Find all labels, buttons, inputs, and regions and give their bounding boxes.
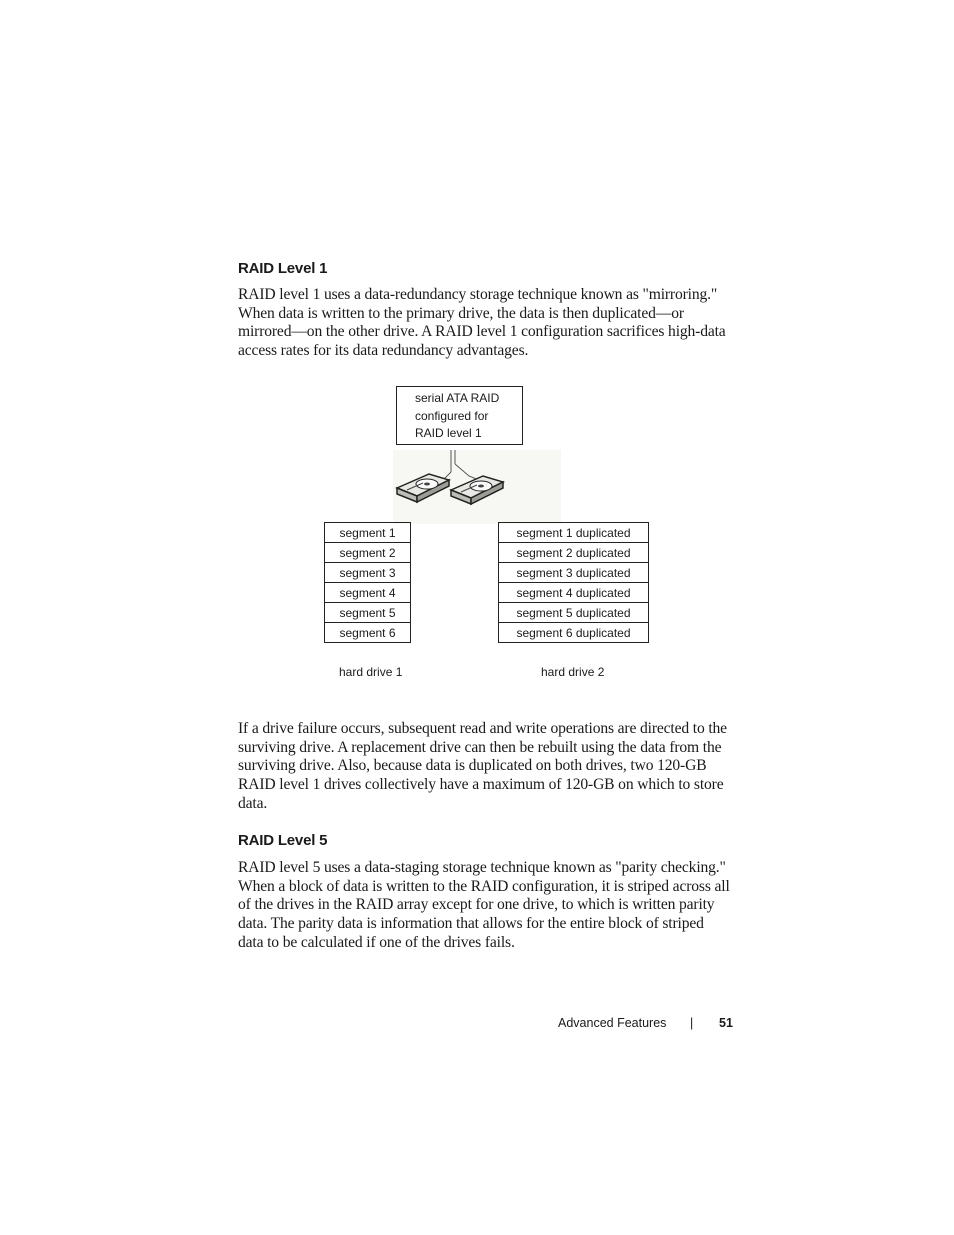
hard-drives-illustration [393,450,561,524]
text-line: RAID level 1 uses a data-redundancy storage technique known as "mirroring." [238,286,718,303]
raid1-intro-paragraph [238,286,738,361]
text-line: When a block of data is written to the RAID configuration, it is striped across all [238,877,730,895]
segment-cell: segment 5 duplicated [499,603,649,623]
raid1-failure-paragraph [238,720,738,814]
text-line: data. [238,794,268,812]
segment-cell: segment 1 duplicated [499,523,649,543]
text-line: access rates for its data redundancy advantages. [238,342,529,360]
hard-drive-2-label: hard drive 2 [541,665,605,679]
raid-controller-box [396,386,523,445]
raid5-intro-paragraph [238,859,738,953]
page-number: 51 [719,1016,733,1030]
text-line: RAID level 1 drives collectively have a maximum of 120-GB on which to store [238,776,724,794]
text-line: data to be calculated if one of the drives fails. [238,933,515,951]
controller-label-line: serial ATA RAID [415,391,500,405]
footer-chapter-title: Advanced Features [558,1016,667,1030]
hard-drive-2-segments [498,522,649,643]
text-line: of the drives in the RAID array except for one drive, to which is written parity [238,896,715,914]
segment-cell: segment 6 [325,623,411,643]
segment-cell: segment 5 [325,603,411,623]
segment-cell: segment 3 [325,563,411,583]
segment-cell: segment 4 duplicated [499,583,649,603]
hard-drive-1-segments [324,522,411,643]
text-line: surviving drive. Also, because data is duplicated on both drives, two 120-GB [238,757,707,775]
segment-cell: segment 3 duplicated [499,563,649,583]
text-line: data. The parity data is information that allows for the entire block of striped [238,915,704,933]
footer-separator: | [690,1016,694,1030]
controller-label-line: configured for [415,408,489,423]
segment-cell: segment 2 [325,543,411,563]
text-line: mirrored—on the other drive. A RAID level 1 configuration sacrifices high-data [238,323,726,341]
text-line: RAID level 5 uses a data-staging storage technique known as "parity checking." [238,859,726,876]
text-line: surviving drive. A replacement drive can then be rebuilt using the data from the [238,738,722,756]
segment-cell: segment 4 [325,583,411,603]
segment-cell: segment 6 duplicated [499,623,649,643]
hard-drive-1-label: hard drive 1 [339,665,403,679]
segment-cell: segment 1 [325,523,411,543]
text-line: When data is written to the primary drive, the data is then duplicated—or [238,304,684,322]
text-line: If a drive failure occurs, subsequent read and write operations are directed to the [238,720,727,737]
segment-cell: segment 2 duplicated [499,543,649,563]
section-heading-raid-level-5: RAID Level 5 [238,832,328,849]
section-heading-raid-level-1: RAID Level 1 [238,260,328,277]
controller-label-line: RAID level 1 [415,426,482,440]
